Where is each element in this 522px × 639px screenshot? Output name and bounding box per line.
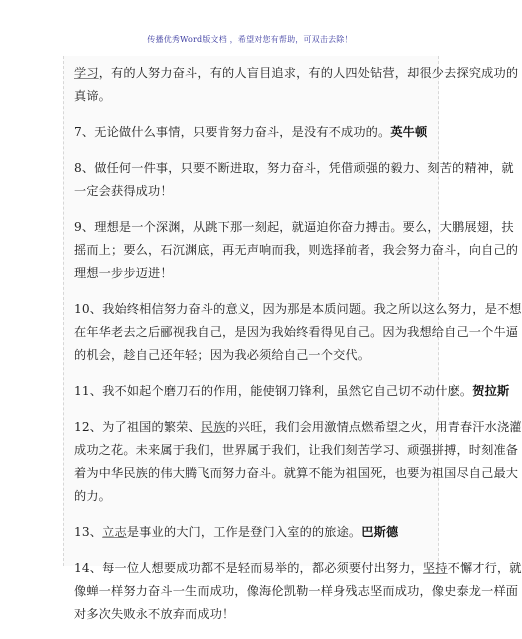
paragraph-text: 像蝉一样努力奋斗一生而成功，像海伦凯勒一样身残志坚而成功，像史泰龙一样面 bbox=[74, 584, 519, 598]
paragraph-line bbox=[74, 62, 519, 85]
paragraph-text: 一定会获得成功！ bbox=[74, 184, 173, 198]
paragraph-text: 9、理想是一个深渊，从跳下那一刻起，就逼迫你奋力搏击。要么，大鹏展翅，扶 bbox=[74, 220, 514, 234]
paragraph-text: 真谛。 bbox=[74, 89, 112, 103]
paragraph-line bbox=[74, 344, 426, 367]
keyword-link[interactable]: 民族 bbox=[200, 420, 226, 434]
paragraph-line bbox=[74, 298, 522, 321]
paragraph-line bbox=[74, 439, 519, 462]
paragraph-line bbox=[74, 485, 426, 508]
paragraph-text: 7、无论做什么事情，只要肯努力奋斗，是没有不成功的。 bbox=[74, 125, 391, 139]
paragraph-line bbox=[74, 521, 426, 544]
paragraph-line bbox=[74, 216, 514, 239]
paragraph-text: 在年华老去之后郦视我自己，是因为我始终看得见自己。因为我想给自己一个牛逼 bbox=[74, 325, 519, 339]
quote-paragraph bbox=[74, 62, 519, 108]
quote-paragraph bbox=[74, 521, 426, 544]
paragraph-line bbox=[74, 157, 514, 180]
paragraph-text: ，有的人努力奋斗，有的人盲目追求，有的人四处钻营，却很少去探究成功的 bbox=[98, 66, 519, 80]
paragraph-line bbox=[74, 121, 426, 144]
paragraph-line bbox=[74, 462, 519, 485]
quote-author: 贺拉斯 bbox=[472, 384, 510, 398]
quote-author: 巴斯德 bbox=[361, 525, 399, 539]
paragraph-text: 14、每一位人想要成功都不是轻而易举的，都必须要付出努力， bbox=[74, 561, 423, 575]
paragraph-text: 理想一步步迈进！ bbox=[74, 266, 173, 280]
document-body bbox=[74, 62, 522, 639]
quote-author: 英牛顿 bbox=[390, 125, 428, 139]
paragraph-text: 着为中华民族的伟大腾飞而努力奋斗。就算不能为祖国死，也要为祖国尽自己最大 bbox=[74, 466, 519, 480]
paragraph-line bbox=[74, 85, 426, 108]
quote-paragraph bbox=[74, 416, 522, 508]
quote-paragraph bbox=[74, 157, 514, 203]
paragraph-text: 的机会，趁自己还年轻；因为我必须给自己一个交代。 bbox=[74, 348, 371, 362]
paragraph-text: 摇而上；要么，石沉渊底，再无声响而我，则选择前者，我会努力奋斗，向自己的 bbox=[74, 243, 519, 257]
paragraph-text: 13、 bbox=[74, 525, 103, 539]
keyword-link[interactable]: 学习 bbox=[74, 66, 99, 80]
paragraph-line bbox=[74, 580, 519, 603]
paragraph-text: 的力。 bbox=[74, 489, 112, 503]
paragraph-line bbox=[74, 416, 522, 439]
paragraph-line bbox=[74, 239, 519, 262]
paragraph-text: 8、做任何一件事，只要不断进取，努力奋斗，凭借顽强的毅力、刻苦的精神，就 bbox=[74, 161, 514, 175]
paragraph-text: 是事业的大门，工作是登门入室的的旅途。 bbox=[126, 525, 362, 539]
paragraph-line bbox=[74, 180, 426, 203]
quote-paragraph bbox=[74, 298, 522, 367]
paragraph-text: 成功之花。未来属于我们，世界属于我们，让我们刻苦学习、顽强拼搏，时刻准备 bbox=[74, 443, 519, 457]
paragraph-line bbox=[74, 380, 510, 403]
keyword-link[interactable]: 立志 bbox=[102, 525, 127, 539]
paragraph-line bbox=[74, 603, 426, 626]
paragraph-line bbox=[74, 321, 519, 344]
paragraph-text: 10、我始终相信努力奋斗的意义，因为那是本质问题。我之所以这么努力，是不想 bbox=[74, 302, 522, 316]
paragraph-line bbox=[74, 557, 522, 580]
quote-paragraph bbox=[74, 216, 519, 285]
paragraph-text: 的兴旺，我们会用激情点燃希望之火，用青春汗水浇灌 bbox=[225, 420, 522, 434]
paragraph-text: 不懈才行，就 bbox=[447, 561, 522, 575]
document-header-note: 传播优秀Word版文档 ，希望对您有帮助，可双击去除！ bbox=[147, 35, 353, 44]
paragraph-line bbox=[74, 262, 426, 285]
keyword-link[interactable]: 坚持 bbox=[422, 561, 448, 575]
paragraph-text: 11、我不如起个磨刀石的作用，能使钢刀锋利，虽然它自己切不动什麽。 bbox=[74, 384, 473, 398]
paragraph-text: 12、为了祖国的繁荣、 bbox=[74, 420, 201, 434]
quote-paragraph bbox=[74, 121, 426, 144]
paragraph-text: 对多次失败永不放弃而成功！ bbox=[74, 607, 235, 621]
quote-paragraph bbox=[74, 380, 510, 403]
quote-paragraph bbox=[74, 557, 522, 626]
